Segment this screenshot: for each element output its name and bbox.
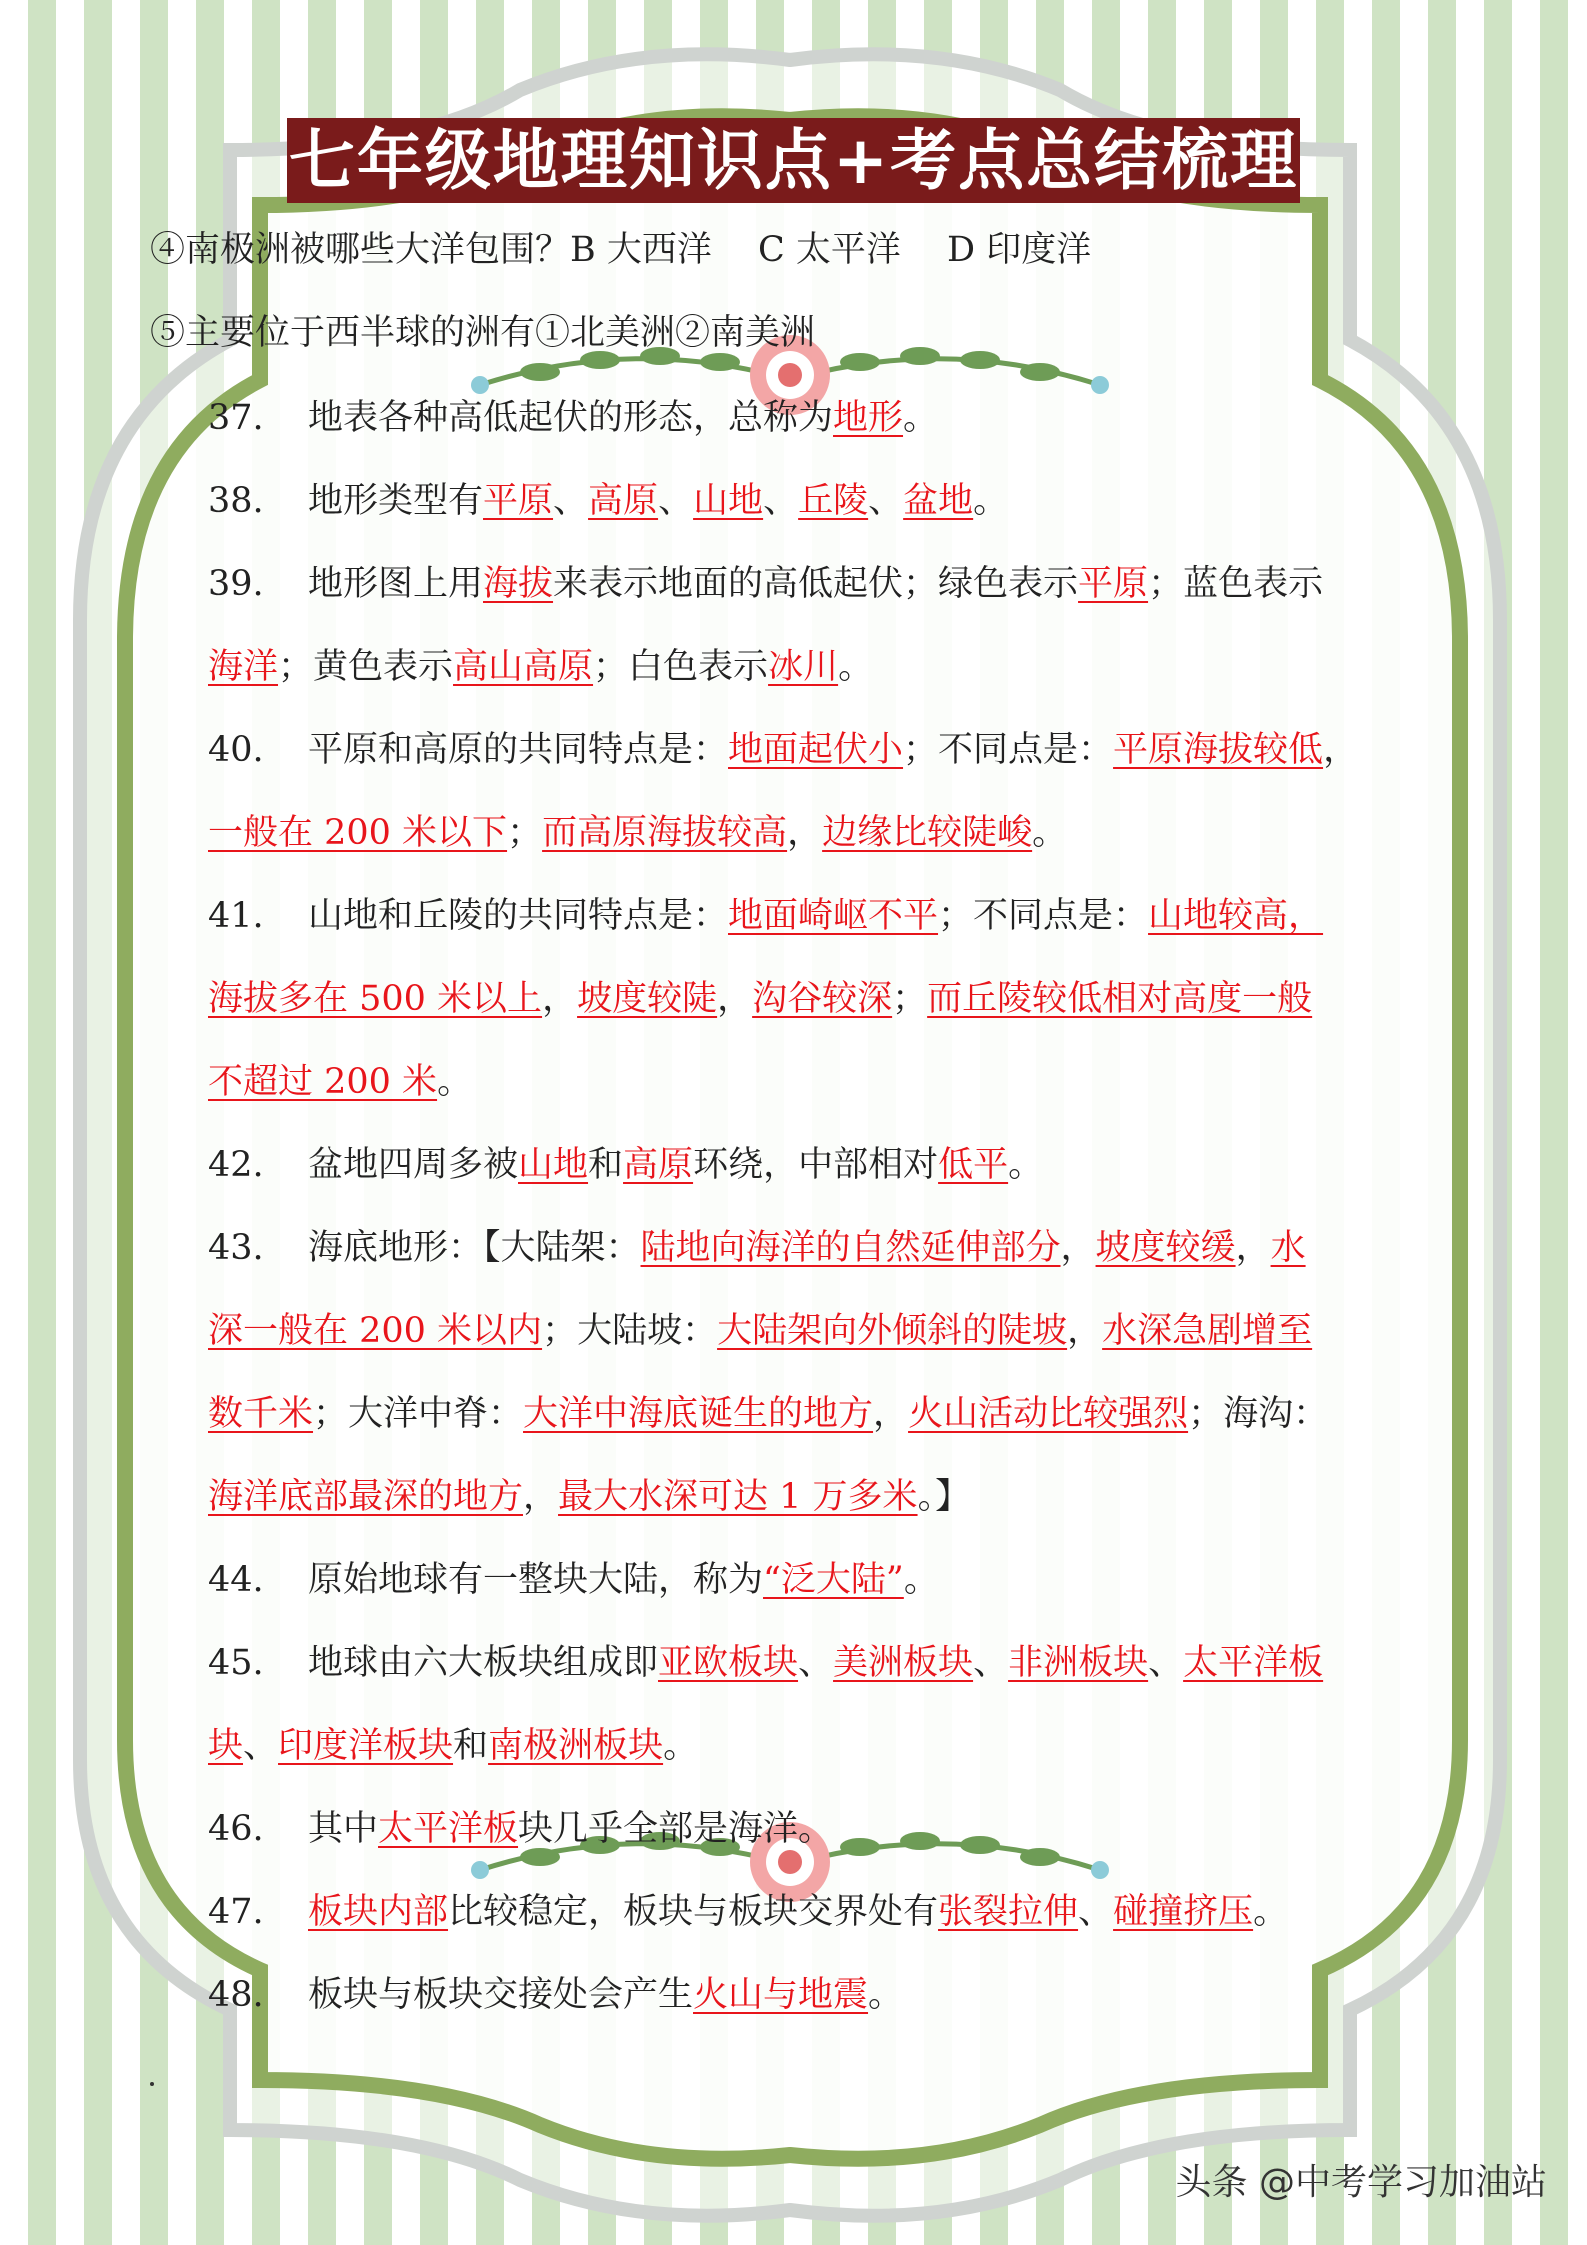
item-number: 45.: [208, 1643, 299, 1683]
item-number: 42.: [208, 1145, 299, 1185]
answer-text: 亚欧板块: [658, 1643, 799, 1683]
answer-text: 高原: [623, 1145, 694, 1185]
text-line: [208, 1721, 698, 1771]
text-line: [208, 1970, 903, 2020]
answer-text: 最大水深可达 1 万多米: [558, 1477, 918, 1517]
line-text: 、: [973, 1643, 1009, 1683]
answer-text: 南极洲板块: [488, 1726, 664, 1766]
line-text: 、: [1078, 1892, 1114, 1932]
answer-text: 大陆架向外倾斜的陡坡: [717, 1311, 1068, 1351]
line-text: ，: [542, 979, 578, 1019]
answer-text: 张裂拉伸: [938, 1892, 1079, 1932]
answer-text: 坡度较缓: [1095, 1228, 1236, 1268]
answer-text: 火山活动比较强烈: [908, 1394, 1189, 1434]
answer-text: 数千米: [208, 1394, 314, 1434]
line-text: 。: [973, 481, 1009, 521]
line-text: ，: [787, 813, 823, 853]
line-text: 盆地四周多被: [308, 1145, 519, 1185]
answer-text: 海洋底部最深的地方: [208, 1477, 524, 1517]
line-text: ，: [523, 1477, 559, 1517]
line-text: 。: [1032, 813, 1068, 853]
line-text: ④南极洲被哪些大洋包围？B 大西洋 C 太平洋 D 印度洋: [150, 230, 1092, 270]
answer-text: 地形: [833, 398, 904, 438]
answer-text: 太平洋板: [378, 1809, 519, 1849]
text-line: [208, 808, 1067, 858]
line-text: 板块与板块交接处会产生: [308, 1975, 694, 2015]
answer-text: 而丘陵较低相对高度一般: [927, 979, 1313, 1019]
answer-text: 板块内部: [308, 1892, 449, 1932]
answer-text: 地面崎岖不平: [728, 896, 939, 936]
answer-text: 而高原海拔较高: [542, 813, 788, 853]
line-text: 、: [868, 481, 904, 521]
line-text: 其中: [308, 1809, 379, 1849]
line-text: ；大洋中脊：: [313, 1394, 524, 1434]
line-text: 。: [1008, 1145, 1044, 1185]
text-line: [208, 725, 1358, 775]
item-number: 43.: [208, 1228, 299, 1268]
line-text: 、: [763, 481, 799, 521]
answer-text: 太平洋板: [1183, 1643, 1324, 1683]
item-number: 41.: [208, 896, 299, 936]
line-text: 、: [658, 481, 694, 521]
text-line: [208, 1472, 970, 1522]
answer-text: 海拔多在 500 米以上: [208, 979, 543, 1019]
line-text: 和: [453, 1726, 489, 1766]
line-text: 环绕，中部相对: [693, 1145, 939, 1185]
answer-text: 非洲板块: [1008, 1643, 1149, 1683]
item-number: 47.: [208, 1892, 299, 1932]
answer-text: 印度洋板块: [278, 1726, 454, 1766]
line-text: ；: [892, 979, 928, 1019]
line-text: 。: [663, 1726, 699, 1766]
item-number: 44.: [208, 1560, 299, 1600]
line-text: ；海沟：: [1188, 1394, 1329, 1434]
answer-text: 平原海拔较低: [1113, 730, 1324, 770]
line-text: 、: [243, 1726, 279, 1766]
line-text: ；不同点是：: [938, 896, 1149, 936]
line-text: ；: [507, 813, 543, 853]
line-text: ，: [1323, 730, 1359, 770]
answer-text: 坡度较陡: [577, 979, 718, 1019]
answer-text: 大洋中海底诞生的地方: [523, 1394, 874, 1434]
line-text: 海底地形：【大陆架：: [308, 1228, 641, 1268]
text-line: [150, 308, 815, 358]
text-line: [208, 974, 1312, 1024]
answer-text: “泛大陆”: [763, 1560, 904, 1600]
text-line: [208, 1804, 833, 1854]
line-text: 、: [798, 1643, 834, 1683]
text-line: [208, 1555, 939, 1605]
line-text: 。: [1253, 1892, 1289, 1932]
line-text: 地球由六大板块组成即: [308, 1643, 659, 1683]
line-text: 、: [553, 481, 589, 521]
line-text: 块几乎全部是海洋。: [518, 1809, 834, 1849]
text-line: [208, 1306, 1312, 1356]
answer-text: 水深急剧增至: [1102, 1311, 1313, 1351]
page-title: 七年级地理知识点+考点总结梳理: [287, 118, 1300, 203]
watermark: 头条 @中考学习加油站: [1175, 2162, 1547, 2203]
item-number: 40.: [208, 730, 299, 770]
text-line: [208, 1887, 1288, 1937]
item-number: 37.: [208, 398, 299, 438]
answer-text: 陆地向海洋的自然延伸部分: [640, 1228, 1061, 1268]
answer-text: 高山高原: [453, 647, 594, 687]
answer-text: 地面起伏小: [728, 730, 904, 770]
text-line: [208, 1638, 1323, 1688]
line-text: ；蓝色表示: [1148, 564, 1324, 604]
line-text: 。: [838, 647, 874, 687]
text-line: [208, 393, 938, 443]
text-line: [150, 225, 1091, 275]
answer-text: 平原: [1078, 564, 1149, 604]
answer-text: 沟谷较深: [752, 979, 893, 1019]
line-text: ，: [1060, 1228, 1096, 1268]
line-text: 地表各种高低起伏的形态，总称为: [308, 398, 834, 438]
line-text: ，: [1067, 1311, 1103, 1351]
text-line: [208, 891, 1323, 941]
answer-text: 块: [208, 1726, 244, 1766]
answer-text: 盆地: [903, 481, 974, 521]
line-text: 。: [437, 1062, 473, 1102]
item-number: 46.: [208, 1809, 299, 1849]
answer-text: 碰撞挤压: [1113, 1892, 1254, 1932]
text-line: [208, 476, 1008, 526]
line-text: 山地和丘陵的共同特点是：: [308, 896, 729, 936]
answer-text: 海拔: [483, 564, 554, 604]
line-text: 。】: [917, 1477, 971, 1517]
answer-text: 冰川: [768, 647, 839, 687]
answer-text: 一般在 200 米以下: [208, 813, 508, 853]
answer-text: 深一般在 200 米以内: [208, 1311, 543, 1351]
stray-dot: [150, 2082, 154, 2086]
answer-text: 山地: [518, 1145, 589, 1185]
item-number: 39.: [208, 564, 299, 604]
line-text: 地形类型有: [308, 481, 484, 521]
answer-text: 不超过 200 米: [208, 1062, 438, 1102]
answer-text: 平原: [483, 481, 554, 521]
line-text: 、: [1148, 1643, 1184, 1683]
line-text: 。: [868, 1975, 904, 2015]
line-text: 和: [588, 1145, 624, 1185]
item-number: 38.: [208, 481, 299, 521]
line-text: ，: [873, 1394, 909, 1434]
line-text: ，: [1235, 1228, 1271, 1268]
line-text: 平原和高原的共同特点是：: [308, 730, 729, 770]
line-text: ；黄色表示: [278, 647, 454, 687]
answer-text: 低平: [938, 1145, 1009, 1185]
answer-text: 边缘比较陡峻: [822, 813, 1033, 853]
text-line: [208, 1057, 472, 1107]
line-text: ，: [717, 979, 753, 1019]
line-text: 原始地球有一整块大陆，称为: [308, 1560, 764, 1600]
item-number: 48.: [208, 1975, 299, 2015]
line-text: ；不同点是：: [903, 730, 1114, 770]
answer-text: 山地: [693, 481, 764, 521]
line-text: 比较稳定，板块与板块交界处有: [448, 1892, 939, 1932]
line-text: ；白色表示: [593, 647, 769, 687]
line-text: 地形图上用: [308, 564, 484, 604]
answer-text: 海洋: [208, 647, 279, 687]
text-line: [208, 1223, 1306, 1273]
line-text: 。: [903, 398, 939, 438]
answer-text: 美洲板块: [833, 1643, 974, 1683]
answer-text: 火山与地震: [693, 1975, 869, 2015]
line-text: 来表示地面的高低起伏；绿色表示: [553, 564, 1079, 604]
line-text: ⑤主要位于西半球的洲有①北美洲②南美洲: [150, 313, 816, 353]
answer-text: 丘陵: [798, 481, 869, 521]
answer-text: 水: [1270, 1228, 1306, 1268]
text-line: [208, 1140, 1043, 1190]
line-text: 。: [903, 1560, 939, 1600]
answer-text: 山地较高，: [1148, 896, 1324, 936]
answer-text: 高原: [588, 481, 659, 521]
text-line: [208, 1389, 1328, 1439]
text-line: [208, 559, 1323, 609]
text-line: [208, 642, 873, 692]
line-text: ；大陆坡：: [542, 1311, 718, 1351]
